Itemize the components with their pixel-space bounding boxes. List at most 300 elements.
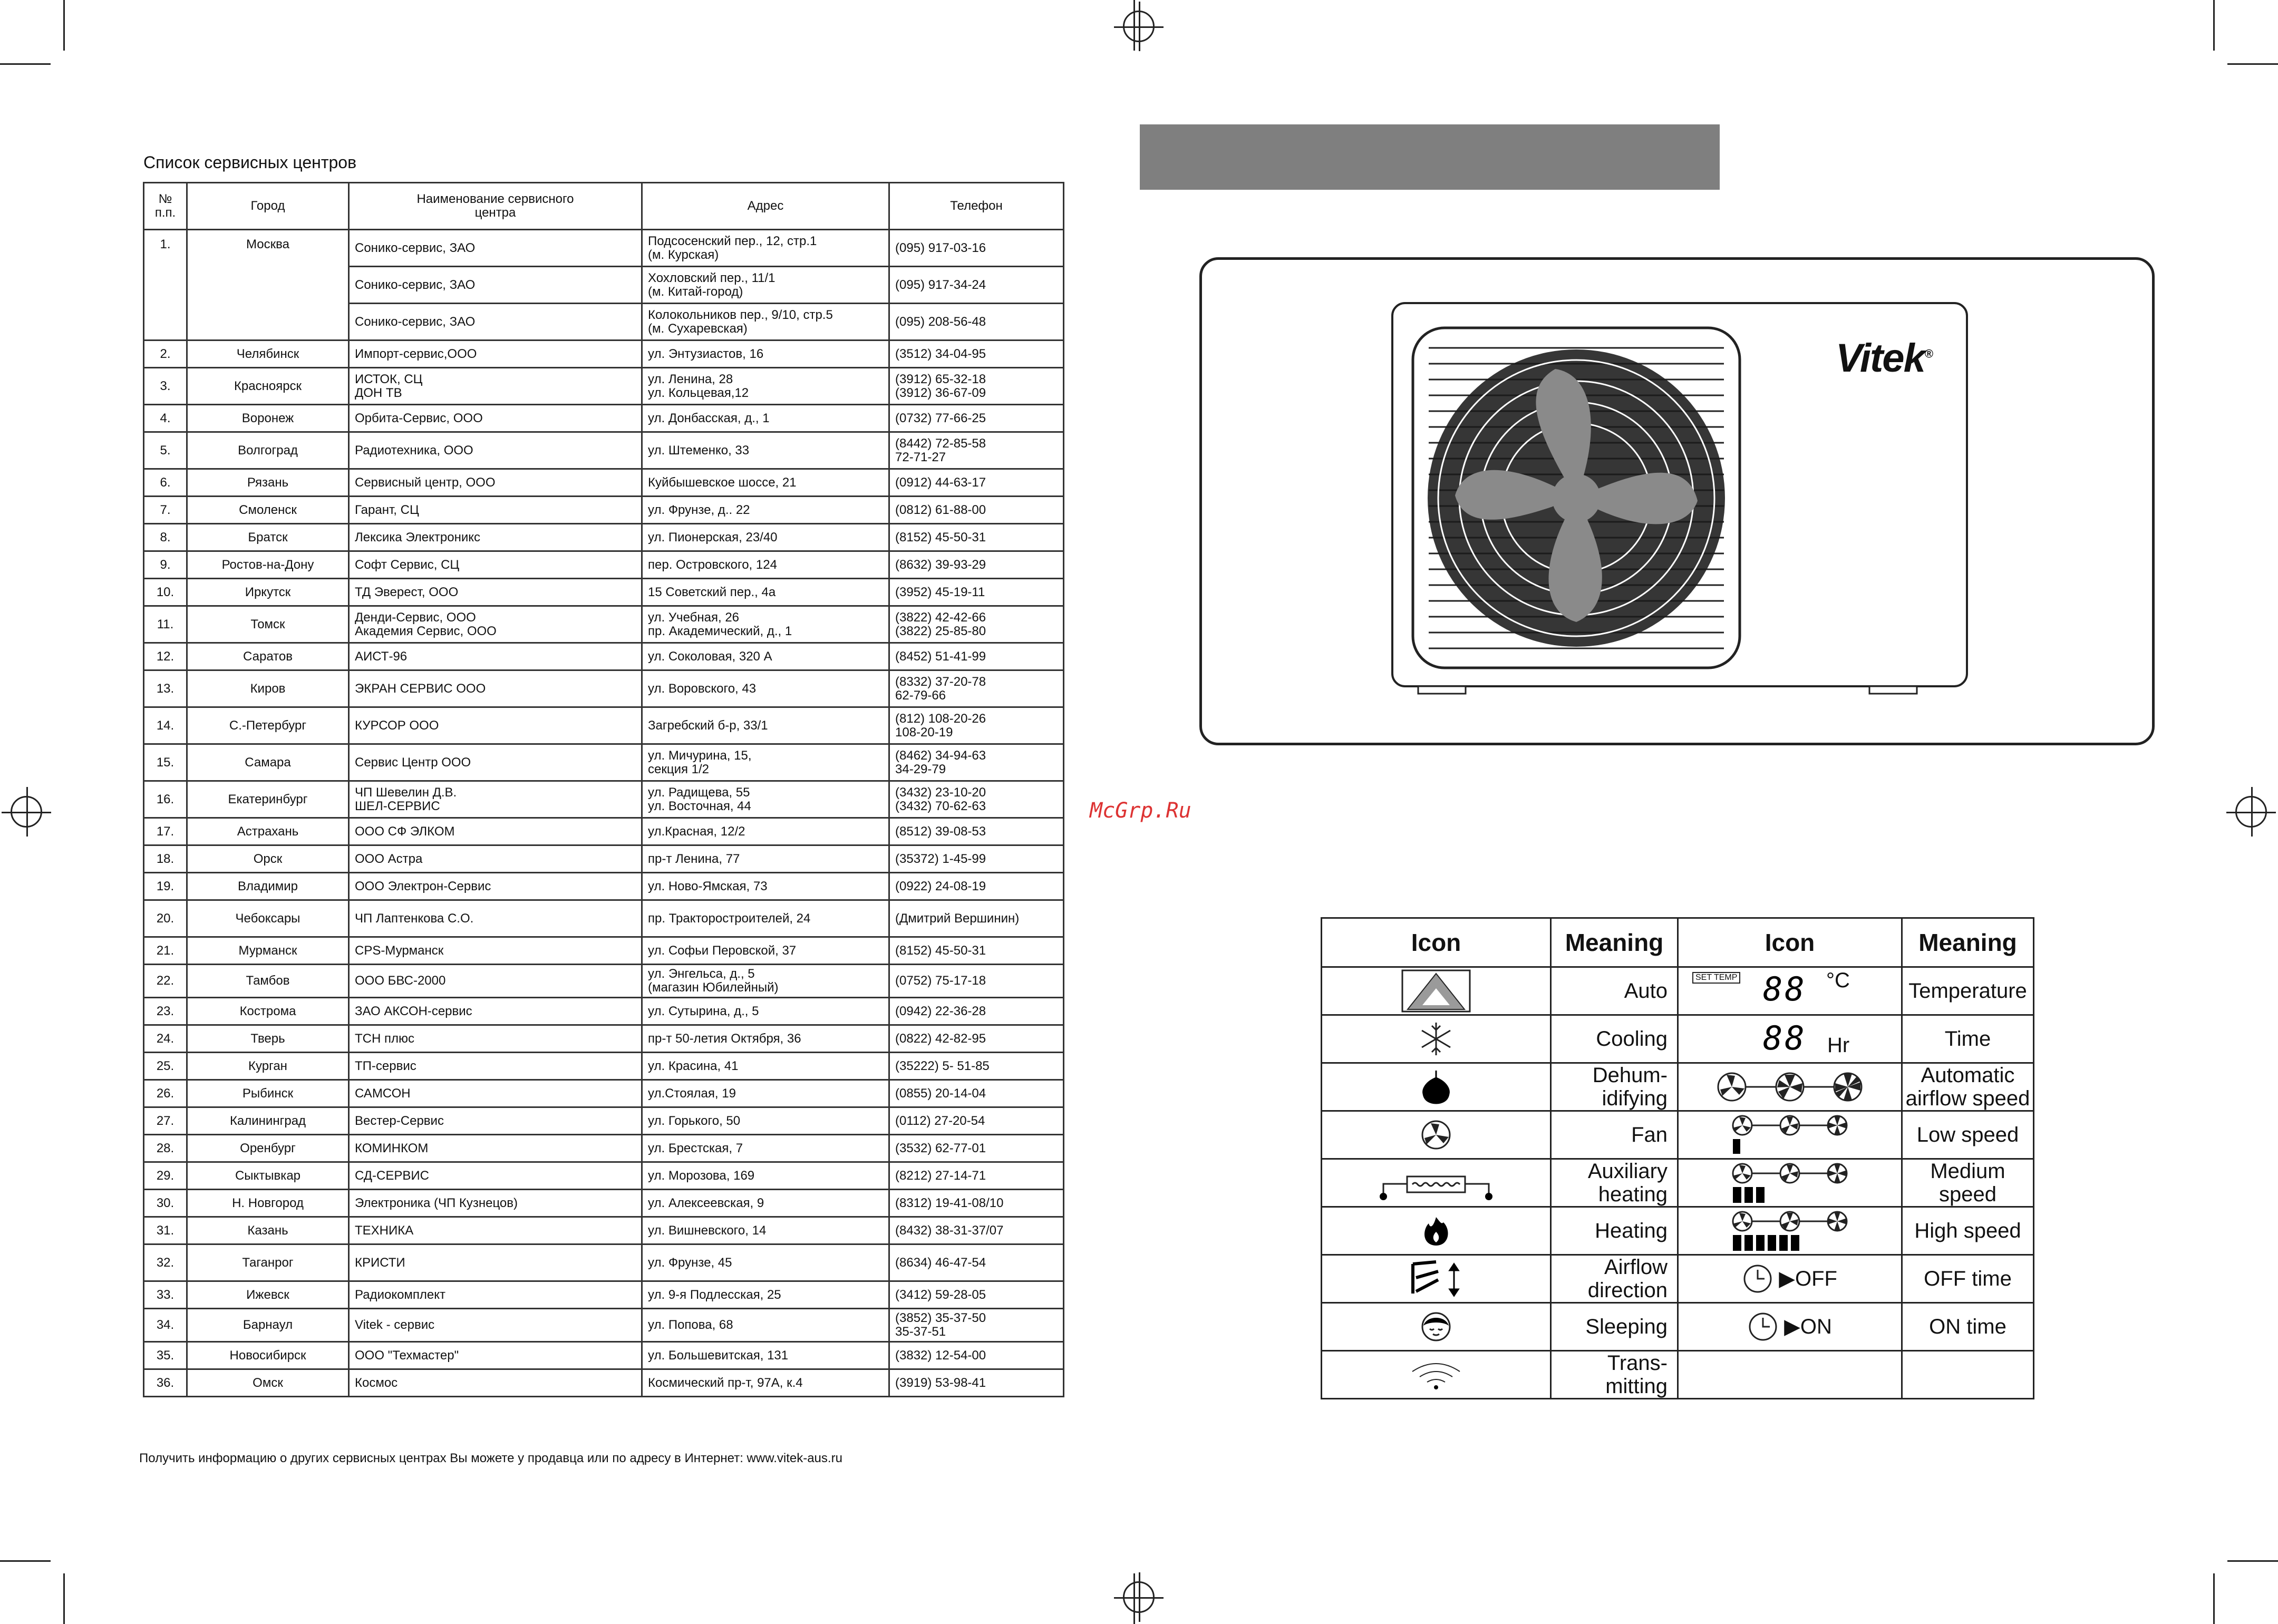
cell-city: С.-Петербург bbox=[187, 707, 349, 744]
cell-name: ТД Эверест, ООО bbox=[349, 579, 642, 606]
cell-address: ул. Ленина, 28 ул. Кольцевая,12 bbox=[642, 368, 889, 405]
cell-name: ТЕХНИКА bbox=[349, 1217, 642, 1244]
cell-city: Красноярск bbox=[187, 368, 349, 405]
meaning-on-time: ON time bbox=[1902, 1303, 2034, 1351]
table-row bbox=[144, 230, 1064, 267]
cell-name: Радиокомплект bbox=[349, 1281, 642, 1309]
clock-icon bbox=[1748, 1311, 1778, 1342]
table-row bbox=[144, 1135, 1064, 1162]
header-meaning: Meaning bbox=[1902, 918, 2034, 967]
cell-city: Ижевск bbox=[187, 1281, 349, 1309]
cell-name: Vitek - сервис bbox=[349, 1309, 642, 1342]
icon-cell bbox=[1678, 1159, 1902, 1207]
cell-address: ул.Красная, 12/2 bbox=[642, 818, 889, 845]
icon-cell-empty bbox=[1678, 1351, 1902, 1399]
cell-address: Колокольников пер., 9/10, стр.5 (м. Сухаревская) bbox=[642, 304, 889, 341]
cell-city: Самара bbox=[187, 744, 349, 781]
cell-phone: (8442) 72-85-58 72-71-27 bbox=[889, 432, 1064, 469]
cell-phone: (3852) 35-37-50 35-37-51 bbox=[889, 1309, 1064, 1342]
cell-num: 30. bbox=[144, 1190, 187, 1217]
header-banner bbox=[1140, 124, 1720, 190]
cell-city: Кострома bbox=[187, 998, 349, 1025]
cell-name: ЧП Шевелин Д.В. ШЕЛ-СЕРВИС bbox=[349, 781, 642, 818]
timer-off-icon bbox=[1679, 1263, 1901, 1294]
cell-phone: (8452) 51-41-99 bbox=[889, 643, 1064, 670]
cell-city: Барнаул bbox=[187, 1309, 349, 1342]
cell-city: Казань bbox=[187, 1217, 349, 1244]
meaning-temperature: Temperature bbox=[1902, 967, 2034, 1015]
table-row bbox=[144, 432, 1064, 469]
icon-cell bbox=[1678, 1063, 1902, 1111]
cell-name: Электроника (ЧП Кузнецов) bbox=[349, 1190, 642, 1217]
timer-on-label: ▶ON bbox=[1784, 1315, 1832, 1338]
cell-name: АИСТ-96 bbox=[349, 643, 642, 670]
cell-city: Оренбург bbox=[187, 1135, 349, 1162]
icon-row bbox=[1322, 1015, 2034, 1063]
cell-num: 22. bbox=[144, 965, 187, 998]
cell-phone: (095) 917-03-16 bbox=[889, 230, 1064, 267]
table-row bbox=[144, 1217, 1064, 1244]
registration-mark bbox=[1123, 1581, 1155, 1613]
cell-num: 12. bbox=[144, 643, 187, 670]
meaning-sleeping: Sleeping bbox=[1551, 1303, 1678, 1351]
medium-speed-icon bbox=[1727, 1162, 1853, 1204]
cell-phone: (0855) 20-14-04 bbox=[889, 1080, 1064, 1107]
cell-address: ул. Алексеевская, 9 bbox=[642, 1190, 889, 1217]
cell-num: 24. bbox=[144, 1025, 187, 1053]
hour-unit: Hr bbox=[1827, 1034, 1850, 1057]
cell-phone: (3532) 62-77-01 bbox=[889, 1135, 1064, 1162]
table-row bbox=[144, 1342, 1064, 1369]
cell-num: 13. bbox=[144, 670, 187, 707]
cell-city: Киров bbox=[187, 670, 349, 707]
cell-city: Орск bbox=[187, 845, 349, 873]
icon-meaning-table bbox=[1321, 917, 2034, 1399]
cell-address: ул. Пионерская, 23/40 bbox=[642, 524, 889, 551]
cell-address: ул. Брестская, 7 bbox=[642, 1135, 889, 1162]
cell-num: 18. bbox=[144, 845, 187, 873]
icon-cell bbox=[1678, 1255, 1902, 1303]
cell-address: ул. Большевитская, 131 bbox=[642, 1342, 889, 1369]
set-temp-display-icon bbox=[1679, 968, 1901, 1014]
cell-name: Сонико-сервис, ЗАО bbox=[349, 267, 642, 304]
meaning-auto-airflow: Automatic airflow speed bbox=[1902, 1063, 2034, 1111]
cell-name: Импорт-сервис,ООО bbox=[349, 341, 642, 368]
table-row bbox=[144, 818, 1064, 845]
cell-phone: (812) 108-20-26 108-20-19 bbox=[889, 707, 1064, 744]
cell-num: 3. bbox=[144, 368, 187, 405]
cell-phone: (3832) 12-54-00 bbox=[889, 1342, 1064, 1369]
cell-city: Чебоксары bbox=[187, 900, 349, 937]
cell-city: Курган bbox=[187, 1053, 349, 1080]
cell-name: Вестер-Сервис bbox=[349, 1107, 642, 1135]
cell-phone: (8462) 34-94-63 34-29-79 bbox=[889, 744, 1064, 781]
icon-cell bbox=[1322, 1063, 1551, 1111]
registration-mark bbox=[2235, 796, 2267, 828]
icon-row bbox=[1322, 1351, 2034, 1399]
cell-num: 2. bbox=[144, 341, 187, 368]
timer-on-icon bbox=[1679, 1311, 1901, 1342]
cell-phone: (8212) 27-14-71 bbox=[889, 1162, 1064, 1190]
cell-phone: (0812) 61-88-00 bbox=[889, 497, 1064, 524]
cell-name: ООО СФ ЭЛКОМ bbox=[349, 818, 642, 845]
auto-triangle-icon bbox=[1400, 968, 1472, 1014]
table-row bbox=[144, 900, 1064, 937]
meaning-high-speed: High speed bbox=[1902, 1207, 2034, 1255]
cell-address: 15 Советский пер., 4а bbox=[642, 579, 889, 606]
meaning-airflow-direction: Airflow direction bbox=[1551, 1255, 1678, 1303]
meaning-medium-speed: Medium speed bbox=[1902, 1159, 2034, 1207]
cell-name: САМСОН bbox=[349, 1080, 642, 1107]
cell-address: ул. 9-я Подлесская, 25 bbox=[642, 1281, 889, 1309]
meaning-fan: Fan bbox=[1551, 1111, 1678, 1159]
cell-num: 28. bbox=[144, 1135, 187, 1162]
table-row bbox=[144, 643, 1064, 670]
cell-phone: (0752) 75-17-18 bbox=[889, 965, 1064, 998]
cell-name: Сервис Центр ООО bbox=[349, 744, 642, 781]
segment-digits: 88 bbox=[1763, 970, 1807, 1008]
cell-name: ООО Электрон-Сервис bbox=[349, 873, 642, 900]
watermark-text: McGrp.Ru bbox=[1090, 799, 1191, 823]
header-meaning: Meaning bbox=[1551, 918, 1678, 967]
cell-city: Рязань bbox=[187, 469, 349, 497]
cell-num: 17. bbox=[144, 818, 187, 845]
crop-mark bbox=[2227, 1560, 2278, 1562]
table-row bbox=[144, 579, 1064, 606]
meaning-auxiliary-heating: Auxiliary heating bbox=[1551, 1159, 1678, 1207]
cell-city: Волгоград bbox=[187, 432, 349, 469]
cell-address: ул. Попова, 68 bbox=[642, 1309, 889, 1342]
cell-num: 20. bbox=[144, 900, 187, 937]
cell-phone: (095) 917-34-24 bbox=[889, 267, 1064, 304]
icon-row bbox=[1322, 1207, 2034, 1255]
cell-name: Космос bbox=[349, 1369, 642, 1397]
cell-phone: (095) 208-56-48 bbox=[889, 304, 1064, 341]
header-name: Наименование сервисного центра bbox=[349, 183, 642, 230]
icon-row bbox=[1322, 1111, 2034, 1159]
cell-phone: (8634) 46-47-54 bbox=[889, 1244, 1064, 1281]
header-phone: Телефон bbox=[889, 183, 1064, 230]
meaning-heating: Heating bbox=[1551, 1207, 1678, 1255]
cell-num: 29. bbox=[144, 1162, 187, 1190]
cell-city: Екатеринбург bbox=[187, 781, 349, 818]
cell-address: ул. Фрунзе, д.. 22 bbox=[642, 497, 889, 524]
cell-phone: (3822) 42-42-66 (3822) 25-85-80 bbox=[889, 606, 1064, 643]
table-row bbox=[144, 1162, 1064, 1190]
crop-mark bbox=[63, 0, 65, 51]
cell-phone: (8152) 45-50-31 bbox=[889, 524, 1064, 551]
cell-name: Орбита-Сервис, ООО bbox=[349, 405, 642, 432]
table-row bbox=[144, 937, 1064, 965]
flame-icon bbox=[1420, 1214, 1452, 1248]
cell-city: Смоленск bbox=[187, 497, 349, 524]
icon-cell bbox=[1322, 1255, 1551, 1303]
cell-address: ул. Сутырина, д., 5 bbox=[642, 998, 889, 1025]
cell-city: Рыбинск bbox=[187, 1080, 349, 1107]
cell-address: ул. Учебная, 26 пр. Академический, д., 1 bbox=[642, 606, 889, 643]
cell-address: ул. Радищева, 55 ул. Восточная, 44 bbox=[642, 781, 889, 818]
cell-city: Сыктывкар bbox=[187, 1162, 349, 1190]
cell-phone: (8312) 19-41-08/10 bbox=[889, 1190, 1064, 1217]
cell-address: пр. Тракторостроителей, 24 bbox=[642, 900, 889, 937]
header-icon: Icon bbox=[1678, 918, 1902, 967]
table-row bbox=[144, 1053, 1064, 1080]
cell-name: ТСН плюс bbox=[349, 1025, 642, 1053]
cell-num: 11. bbox=[144, 606, 187, 643]
cell-num: 32. bbox=[144, 1244, 187, 1281]
cell-city: Омск bbox=[187, 1369, 349, 1397]
cell-name: ТП-сервис bbox=[349, 1053, 642, 1080]
table-row bbox=[144, 405, 1064, 432]
cell-address: Космический пр-т, 97А, к.4 bbox=[642, 1369, 889, 1397]
cell-city: Новосибирск bbox=[187, 1342, 349, 1369]
cell-num: 8. bbox=[144, 524, 187, 551]
crop-mark bbox=[2227, 63, 2278, 65]
cell-num: 1. bbox=[144, 230, 187, 341]
cell-address: Подсосенский пер., 12, стр.1 (м. Курская) bbox=[642, 230, 889, 267]
cell-num: 4. bbox=[144, 405, 187, 432]
table-row bbox=[144, 965, 1064, 998]
cell-name: CPS-Мурманск bbox=[349, 937, 642, 965]
hour-display-icon bbox=[1679, 1016, 1901, 1062]
service-list-title: Список сервисных центров bbox=[143, 153, 357, 172]
cell-city: Таганрог bbox=[187, 1244, 349, 1281]
cell-city: Саратов bbox=[187, 643, 349, 670]
cell-num: 15. bbox=[144, 744, 187, 781]
timer-off-label: ▶OFF bbox=[1779, 1267, 1837, 1290]
icon-cell bbox=[1322, 967, 1551, 1015]
cell-phone: (3952) 45-19-11 bbox=[889, 579, 1064, 606]
fan-cycle-icon bbox=[1711, 1068, 1869, 1105]
table-row bbox=[144, 1025, 1064, 1053]
table-row bbox=[144, 524, 1064, 551]
table-row bbox=[144, 606, 1064, 643]
icon-cell bbox=[1678, 1303, 1902, 1351]
cell-address: ул. Донбасская, д., 1 bbox=[642, 405, 889, 432]
cell-num: 9. bbox=[144, 551, 187, 579]
cell-name: Денди-Сервис, ООО Академия Сервис, ООО bbox=[349, 606, 642, 643]
icon-row bbox=[1322, 1303, 2034, 1351]
cell-num: 25. bbox=[144, 1053, 187, 1080]
table-row bbox=[144, 707, 1064, 744]
droplet-icon bbox=[1420, 1068, 1452, 1105]
table-row bbox=[144, 670, 1064, 707]
registration-mark bbox=[11, 796, 42, 828]
meaning-auto: Auto bbox=[1551, 967, 1678, 1015]
cell-city: Томск bbox=[187, 606, 349, 643]
cell-name: ЭКРАН СЕРВИС ООО bbox=[349, 670, 642, 707]
cell-phone: (3919) 53-98-41 bbox=[889, 1369, 1064, 1397]
cell-address: ул. Штеменко, 33 bbox=[642, 432, 889, 469]
cell-phone: (0942) 22-36-28 bbox=[889, 998, 1064, 1025]
table-row bbox=[144, 497, 1064, 524]
snowflake-icon bbox=[1418, 1020, 1455, 1057]
cell-address: ул. Мичурина, 15, секция 1/2 bbox=[642, 744, 889, 781]
cell-city: Ростов-на-Дону bbox=[187, 551, 349, 579]
cell-name: ООО БВС-2000 bbox=[349, 965, 642, 998]
cell-city: Челябинск bbox=[187, 341, 349, 368]
cell-phone: (8152) 45-50-31 bbox=[889, 937, 1064, 965]
cell-address: ул. Морозова, 169 bbox=[642, 1162, 889, 1190]
cell-name: КРИСТИ bbox=[349, 1244, 642, 1281]
low-speed-icon bbox=[1727, 1114, 1853, 1156]
cell-phone: (0112) 27-20-54 bbox=[889, 1107, 1064, 1135]
cell-phone: (Дмитрий Вершинин) bbox=[889, 900, 1064, 937]
cell-address: ул. Энгельса, д., 5 (магазин Юбилейный) bbox=[642, 965, 889, 998]
crop-mark bbox=[63, 1573, 65, 1624]
service-centers-table bbox=[143, 182, 1064, 1397]
table-header-row bbox=[144, 183, 1064, 230]
cell-phone: (3432) 23-10-20 (3432) 70-62-63 bbox=[889, 781, 1064, 818]
cell-name: Радиотехника, ООО bbox=[349, 432, 642, 469]
meaning-dehumidifying: Dehum- idifying bbox=[1551, 1063, 1678, 1111]
cell-address: ул. Красина, 41 bbox=[642, 1053, 889, 1080]
cell-address: ул. Софьи Перовской, 37 bbox=[642, 937, 889, 965]
cell-num: 21. bbox=[144, 937, 187, 965]
table-row bbox=[144, 551, 1064, 579]
header-icon: Icon bbox=[1322, 918, 1551, 967]
brand-name: Vitek bbox=[1836, 336, 1925, 381]
crop-mark bbox=[2213, 1573, 2215, 1624]
cell-city: Мурманск bbox=[187, 937, 349, 965]
clock-icon bbox=[1742, 1263, 1773, 1294]
header-number: № п.п. bbox=[144, 183, 187, 230]
cell-phone: (8332) 37-20-78 62-79-66 bbox=[889, 670, 1064, 707]
cell-phone: (0912) 44-63-17 bbox=[889, 469, 1064, 497]
cell-num: 31. bbox=[144, 1217, 187, 1244]
cell-phone: (8632) 39-93-29 bbox=[889, 551, 1064, 579]
cell-city: Воронеж bbox=[187, 405, 349, 432]
cell-address: ул. Ново-Ямская, 73 bbox=[642, 873, 889, 900]
cell-num: 27. bbox=[144, 1107, 187, 1135]
table-row bbox=[144, 744, 1064, 781]
icon-cell bbox=[1322, 1303, 1551, 1351]
crop-mark bbox=[0, 1560, 51, 1562]
cell-city: Владимир bbox=[187, 873, 349, 900]
cell-phone: (0922) 24-08-19 bbox=[889, 873, 1064, 900]
cell-num: 10. bbox=[144, 579, 187, 606]
service-centers-body bbox=[144, 230, 1064, 1397]
cell-phone: (35222) 5- 51-85 bbox=[889, 1053, 1064, 1080]
cell-phone: (3912) 65-32-18 (3912) 36-67-09 bbox=[889, 368, 1064, 405]
cell-address: Хохловский пер., 11/1 (м. Китай-город) bbox=[642, 267, 889, 304]
header-address: Адрес bbox=[642, 183, 889, 230]
cell-phone: (8512) 39-08-53 bbox=[889, 818, 1064, 845]
cell-phone: (3412) 59-28-05 bbox=[889, 1281, 1064, 1309]
cell-name: КУРСОР ООО bbox=[349, 707, 642, 744]
icon-cell bbox=[1678, 1207, 1902, 1255]
cell-phone: (8432) 38-31-37/07 bbox=[889, 1217, 1064, 1244]
cell-name: Сервисный центр, ООО bbox=[349, 469, 642, 497]
meaning-cooling: Cooling bbox=[1551, 1015, 1678, 1063]
cell-num: 33. bbox=[144, 1281, 187, 1309]
airflow-direction-icon bbox=[1410, 1259, 1462, 1299]
table-row bbox=[144, 1080, 1064, 1107]
cell-address: ул. Соколовая, 320 А bbox=[642, 643, 889, 670]
icon-cell bbox=[1678, 1015, 1902, 1063]
icon-row bbox=[1322, 1255, 2034, 1303]
table-row bbox=[144, 368, 1064, 405]
brand-logo bbox=[1836, 335, 1932, 381]
cell-city: Иркутск bbox=[187, 579, 349, 606]
icon-table-header bbox=[1322, 918, 2034, 967]
icon-row bbox=[1322, 1063, 2034, 1111]
celsius-unit: °C bbox=[1826, 969, 1850, 992]
cell-phone: (35372) 1-45-99 bbox=[889, 845, 1064, 873]
signal-icon bbox=[1407, 1359, 1465, 1390]
cell-address: ул. Вишневского, 14 bbox=[642, 1217, 889, 1244]
cell-phone: (0822) 42-82-95 bbox=[889, 1025, 1064, 1053]
sleep-face-icon bbox=[1420, 1311, 1452, 1343]
icon-cell bbox=[1322, 1015, 1551, 1063]
icon-cell bbox=[1678, 1111, 1902, 1159]
registration-mark bbox=[1123, 11, 1155, 42]
cell-phone: (0732) 77-66-25 bbox=[889, 405, 1064, 432]
table-row bbox=[144, 1309, 1064, 1342]
cell-address: пр-т Ленина, 77 bbox=[642, 845, 889, 873]
cell-num: 5. bbox=[144, 432, 187, 469]
cell-name: Софт Сервис, СЦ bbox=[349, 551, 642, 579]
cell-address: ул. Энтузиастов, 16 bbox=[642, 341, 889, 368]
table-row bbox=[144, 1190, 1064, 1217]
cell-num: 6. bbox=[144, 469, 187, 497]
cell-address: пр-т 50-летия Октября, 36 bbox=[642, 1025, 889, 1053]
crop-mark bbox=[2213, 0, 2215, 51]
registered-mark: ® bbox=[1924, 347, 1933, 361]
table-row bbox=[144, 781, 1064, 818]
table-row bbox=[144, 873, 1064, 900]
cell-name: ЗАО АКСОН-сервис bbox=[349, 998, 642, 1025]
cell-num: 7. bbox=[144, 497, 187, 524]
icon-cell bbox=[1322, 1351, 1551, 1399]
cell-address: Куйбышевское шоссе, 21 bbox=[642, 469, 889, 497]
cell-num: 36. bbox=[144, 1369, 187, 1397]
cell-num: 26. bbox=[144, 1080, 187, 1107]
cell-address: Загребский б-р, 33/1 bbox=[642, 707, 889, 744]
cell-name: Сонико-сервис, ЗАО bbox=[349, 304, 642, 341]
cell-city: Тверь bbox=[187, 1025, 349, 1053]
meaning-low-speed: Low speed bbox=[1902, 1111, 2034, 1159]
table-row bbox=[144, 1281, 1064, 1309]
header-city: Город bbox=[187, 183, 349, 230]
heater-icon bbox=[1378, 1162, 1494, 1204]
icon-cell bbox=[1322, 1207, 1551, 1255]
table-row bbox=[144, 1107, 1064, 1135]
fan-icon bbox=[1420, 1119, 1452, 1151]
icon-row bbox=[1322, 967, 2034, 1015]
cell-address: ул.Стоялая, 19 bbox=[642, 1080, 889, 1107]
cell-address: пер. Островского, 124 bbox=[642, 551, 889, 579]
segment-digits: 88 bbox=[1763, 1019, 1807, 1057]
cell-address: ул. Воровского, 43 bbox=[642, 670, 889, 707]
cell-address: ул. Фрунзе, 45 bbox=[642, 1244, 889, 1281]
cell-num: 23. bbox=[144, 998, 187, 1025]
meaning-time: Time bbox=[1902, 1015, 2034, 1063]
cell-name: СД-СЕРВИС bbox=[349, 1162, 642, 1190]
service-list-footer: Получить информацию о других сервисных центрах Вы можете у продавца или по адресу в Интернет: www.vitek-aus.ru bbox=[139, 1451, 842, 1465]
set-temp-label: SET TEMP bbox=[1692, 972, 1740, 984]
cell-city: Тамбов bbox=[187, 965, 349, 998]
cell-num: 14. bbox=[144, 707, 187, 744]
icon-cell bbox=[1678, 967, 1902, 1015]
cell-name: ЧП Лаптенкова С.О. bbox=[349, 900, 642, 937]
meaning-empty bbox=[1902, 1351, 2034, 1399]
table-row bbox=[144, 469, 1064, 497]
cell-name: Сонико-сервис, ЗАО bbox=[349, 230, 642, 267]
cell-name: КОМИНКОМ bbox=[349, 1135, 642, 1162]
high-speed-icon bbox=[1727, 1210, 1853, 1252]
table-row bbox=[144, 341, 1064, 368]
